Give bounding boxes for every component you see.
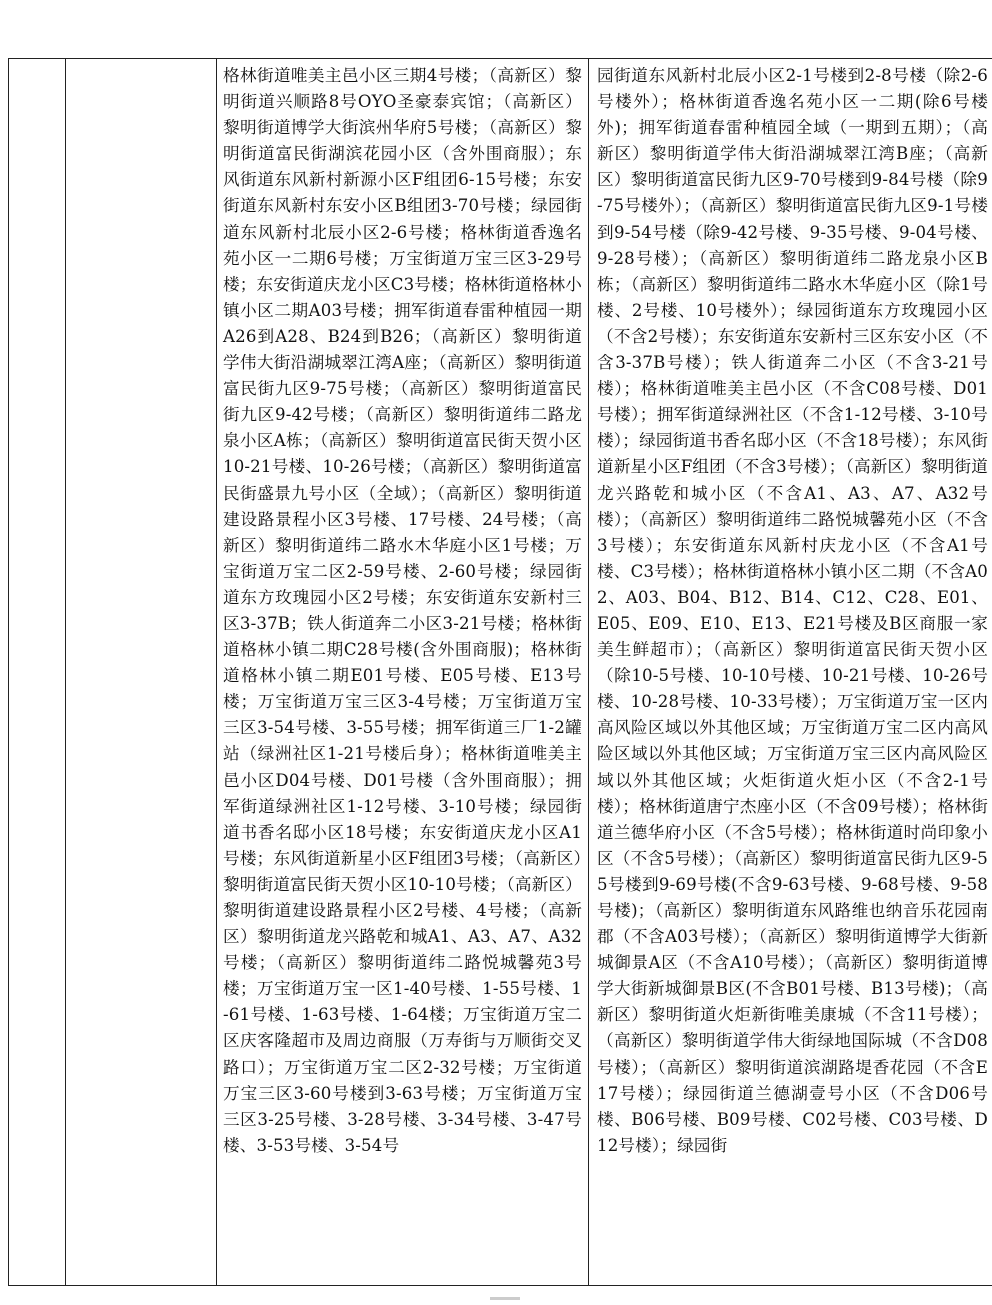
- table-row: [9, 59, 992, 1286]
- data-table: [8, 58, 992, 1286]
- table-cell-medium-risk-areas: [217, 59, 589, 1286]
- cell-text: [9, 59, 65, 1281]
- cell-text: 格林街道唯美主邑小区三期4号楼；（高新区）黎明街道兴顺路8号OYO圣豪泰宾馆；（高新区）黎明街道博学大街滨州华府5号楼；（高新区）黎明街道富民街湖滨花园小区（含外围商服）；东风街道东风新村新源小区F组团6-15号楼；东安街道东风新村东安小区B组团3-70号楼；绿园街道东风新村北辰小区2-6号楼；格林街道香逸名苑小区一二期6号楼；万宝街道万宝三区3-29号楼；东安街道庆龙小区C3号楼；格林街道格林小镇小区二期A03号楼；拥军街道春雷种植园一期A26到A28、B24到B26；（高新区）黎明街道学伟大街沿湖城翠江湾A座；（高新区）黎明街道富民街九区9-75号楼；（高新区）黎明街道富民街九区9-42号楼；（高新区）黎明街道纬二路龙泉小区A栋；（高新区）黎明街道富民街天贺小区10-21号楼、10-26号楼；（高新区）黎明街道富民街盛景九号小区（全域）；（高新区）黎明街道建设路景程小区3号楼、17号楼、24号楼；（高新区）黎明街道纬二路水木华庭小区1号楼；万宝街道万宝二区2-59号楼、2-60号楼；绿园街道东方玫瑰园小区2号楼；东安街道东安新村三区3-37B；铁人街道奔二小区3-21号楼；格林街道格林小镇二期C28号楼(含外围商服)；格林街道格林小镇二期E01号楼、E05号楼、E13号楼；万宝街道万宝三区3-4号楼；万宝街道万宝三区3-54号楼、3-55号楼；拥军街道三厂1-2罐站（绿洲社区1-21号楼后身）；格林街道唯美主邑小区D04号楼、D01号楼（含外围商服）；拥军街道绿洲社区1-12号楼、3-10号楼；绿园街道书香名邸小区18号楼；东安街道庆龙小区A1号楼；东风街道新星小区F组团3号楼；（高新区）黎明街道富民街天贺小区10-10号楼；（高新区）黎明街道建设路景程小区2号楼、4号楼；（高新区）黎明街道龙兴路乾和城A1、A3、A7、A32号楼；（高新区）黎明街道纬二路悦城馨苑3号楼；万宝街道万宝一区1-40号楼、1-55号楼、1-61号楼、1-63号楼、1-64楼；万宝街道万宝二区庆客隆超市及周边商服（万寿街与万顺街交叉路口）；万宝街道万宝二区2-32号楼；万宝街道万宝三区3-60号楼到3-63号楼；万宝街道万宝三区3-25号楼、3-28号楼、3-34号楼、3-47号楼、3-53号楼、3-54号: [223, 66, 582, 1155]
- table-cell-category: [66, 59, 217, 1286]
- table-cell-index: [9, 59, 66, 1286]
- table-cell-low-risk-areas: [589, 59, 992, 1286]
- cell-text: 园街道东风新村北辰小区2-1号楼到2-8号楼（除2-6号楼外）；格林街道香逸名苑小区一二期(除6号楼外)；拥军街道春雷种植园全域（一期到五期）；（高新区）黎明街道学伟大街沿湖城翠江湾B座；（高新区）黎明街道富民街九区9-70号楼到9-84号楼（除9-75号楼外）；（高新区）黎明街道富民街九区9-1号楼到9-54号楼（除9-42号楼、9-35号楼、9-04号楼、9-28号楼）；（高新区）黎明街道纬二路龙泉小区B栋；（高新区）黎明街道纬二路水木华庭小区（除1号楼、2号楼、10号楼外）；绿园街道东方玫瑰园小区（不含2号楼）；东安街道东安新村三区东安小区（不含3-37B号楼）；铁人街道奔二小区（不含3-21号楼）；格林街道唯美主邑小区（不含C08号楼、D01号楼）；拥军街道绿洲社区（不含1-12号楼、3-10号楼）；绿园街道书香名邸小区（不含18号楼）；东风街道新星小区F组团（不含3号楼）；（高新区）黎明街道龙兴路乾和城小区（不含A1、A3、A7、A32号楼）；（高新区）黎明街道纬二路悦城馨苑小区（不含3号楼）；东安街道东风新村庆龙小区（不含A1号楼、C3号楼）；格林街道格林小镇小区二期（不含A02、A03、B04、B12、B14、C12、C28、E01、E05、E09、E10、E13、E21号楼及B区商服一家美生鲜超市）；（高新区）黎明街道富民街天贺小区（除10-5号楼、10-10号楼、10-21号楼、10-26号楼、10-28号楼、10-33号楼）；万宝街道万宝一区内高风险区域以外其他区域；万宝街道万宝二区内高风险区域以外其他区域；万宝街道万宝三区内高风险区域以外其他区域；火炬街道火炬小区（不含2-1号楼）；格林街道唐宁杰座小区（不含09号楼）；格林街道兰德华府小区（不含5号楼）；格林街道时尚印象小区（不含5号楼）；（高新区）黎明街道富民街九区9-55号楼到9-69号楼(不含9-63号楼、9-68号楼、9-58号楼)；（高新区）黎明街道东风路维也纳音乐花园南郡（不含A03号楼）；（高新区）黎明街道博学大街新城御景A区（不含A10号楼）；（高新区）黎明街道博学大街新城御景B区(不含B01号楼、B13号楼)；（高新区）黎明街道火炬新街唯美康城（不含11号楼）；（高新区）黎明街道学伟大街绿地国际城（不含D08号楼）；（高新区）黎明街道滨湖路堤香花园（不含E17号楼）；绿园街道兰德湖壹号小区（不含D06号楼、B06号楼、B09号楼、C02号楼、C03号楼、D12号楼）；绿园街: [597, 66, 988, 1155]
- page-footer-mark: [490, 1297, 520, 1300]
- cell-text: [66, 59, 216, 1281]
